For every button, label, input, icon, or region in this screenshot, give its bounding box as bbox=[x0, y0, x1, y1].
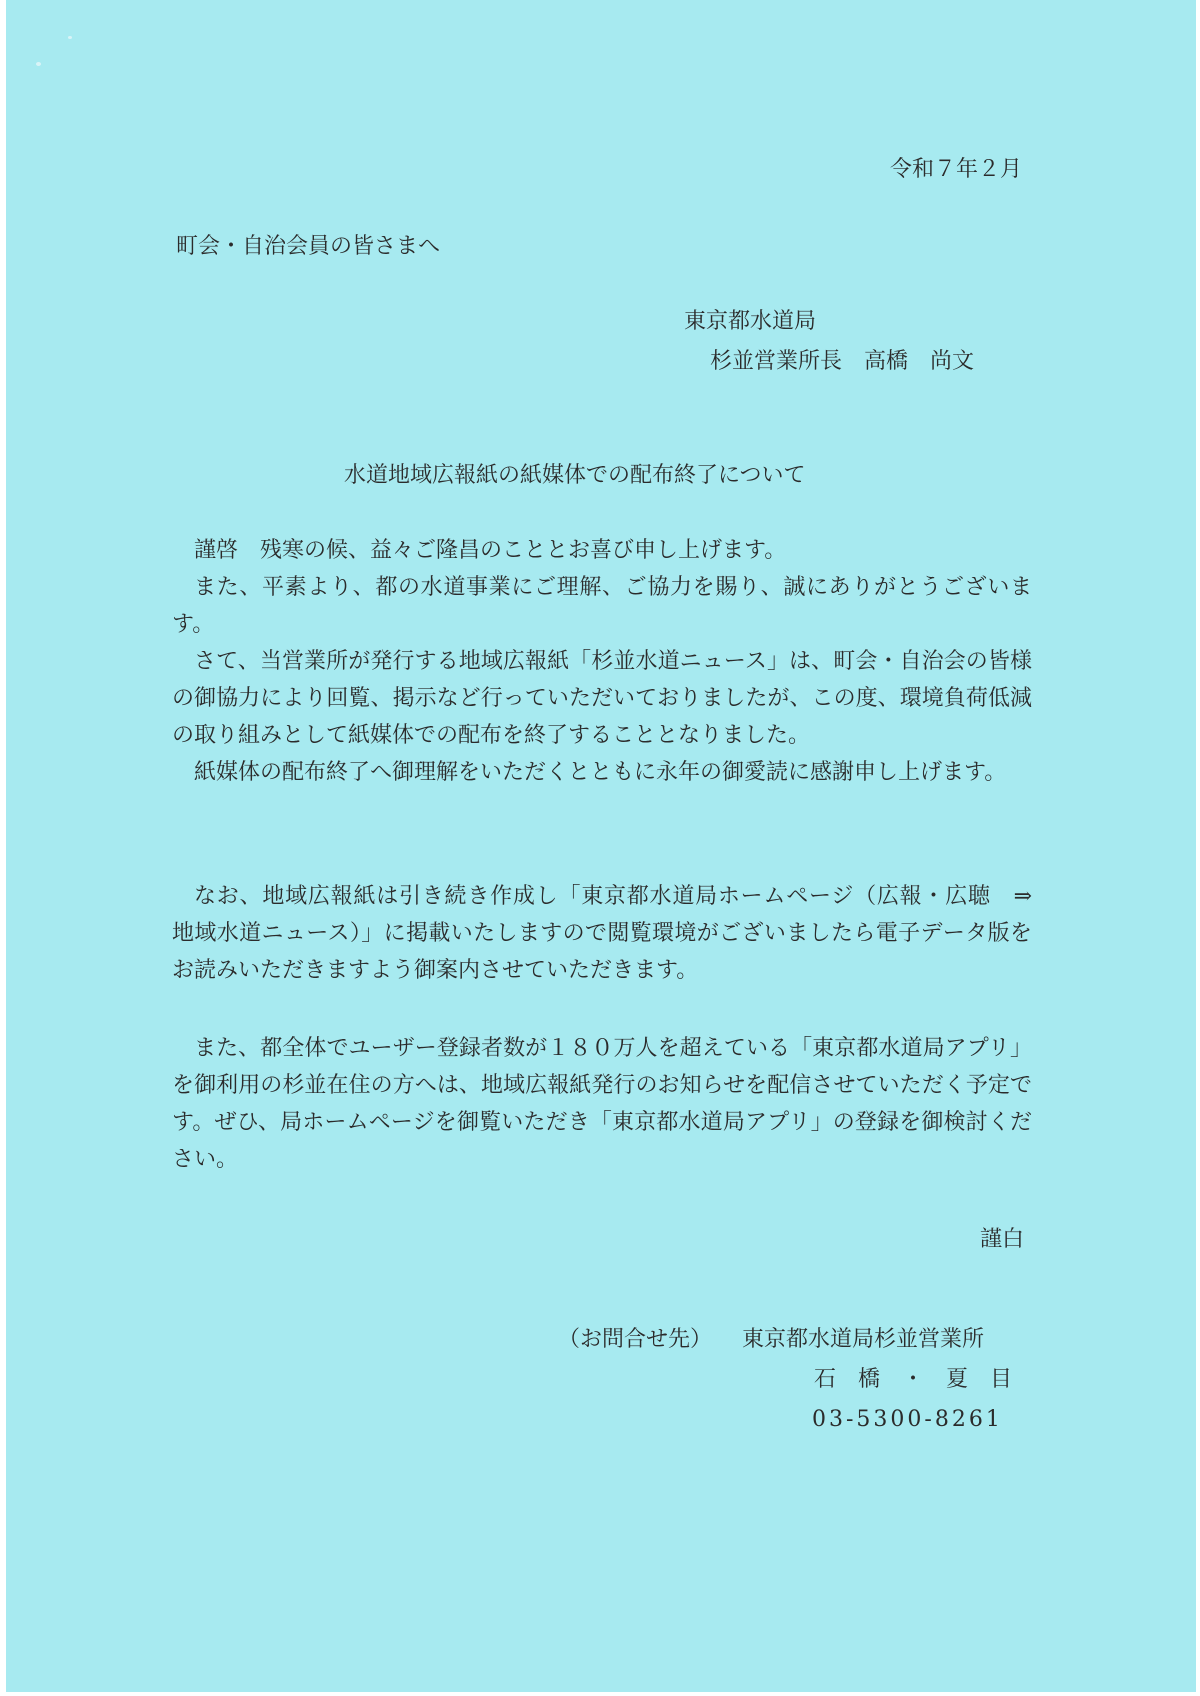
sender-organization: 東京都水道局 bbox=[684, 309, 817, 334]
contact-label: （お問合せ先） bbox=[558, 1327, 713, 1352]
contact-office: 東京都水道局杉並営業所 bbox=[742, 1327, 985, 1352]
body-paragraph: 謹啓 残寒の候、益々ご隆昌のこととお喜び申し上げます。 bbox=[194, 538, 787, 563]
letter-addressee: 町会・自治会員の皆さまへ bbox=[176, 234, 441, 259]
body-paragraph: 紙媒体の配布終了へ御理解をいただくとともに永年の御愛読に感謝申し上げます。 bbox=[194, 760, 1007, 785]
contact-names: 石 橋 ・ 夏 目 bbox=[814, 1367, 1013, 1392]
letter-date: 令和７年２月 bbox=[890, 157, 1023, 182]
letter-sheet bbox=[6, 0, 1196, 1692]
body-paragraph: さて、当営業所が発行する地域広報紙「杉並水道ニュース」は、町会・自治会の皆様の御協力により回覧、掲示など行っていただいておりましたが、この度、環境負荷低減の取り組みとして紙媒体での配布を終了することとなりました。 bbox=[172, 649, 1032, 748]
paper-speck bbox=[68, 36, 72, 39]
closing-word: 謹白 bbox=[980, 1227, 1025, 1252]
body-paragraph: なお、地域広報紙は引き続き作成し「東京都水道局ホームページ（広報・広聴 ⇒ 地域水道ニュース）」に掲載いたしますので閲覧環境がございましたら電子データ版をお読みいただきますよう御案内させていただきます。 bbox=[172, 884, 1055, 983]
letter-title: 水道地域広報紙の紙媒体での配布終了について bbox=[344, 463, 806, 488]
sender-name: 杉並営業所長 高橋 尚文 bbox=[710, 349, 975, 374]
letter-body-app bbox=[172, 1030, 1032, 1178]
letter-body-homepage bbox=[172, 878, 1055, 989]
body-paragraph: また、平素より、都の水道事業にご理解、ご協力を賜り、誠にありがとうございます。 bbox=[172, 575, 1032, 637]
paper-speck bbox=[36, 62, 41, 66]
contact-phone: 03-5300-8261 bbox=[812, 1407, 1003, 1432]
body-paragraph: また、都全体でユーザー登録者数が１８０万人を超えている「東京都水道局アプリ」を御利用の杉並在住の方へは、地域広報紙発行のお知らせを配信させていただく予定です。ぜひ、局ホームページを御覧いただき「東京都水道局アプリ」の登録を御検討ください。 bbox=[172, 1036, 1032, 1172]
letter-body bbox=[172, 532, 1032, 791]
